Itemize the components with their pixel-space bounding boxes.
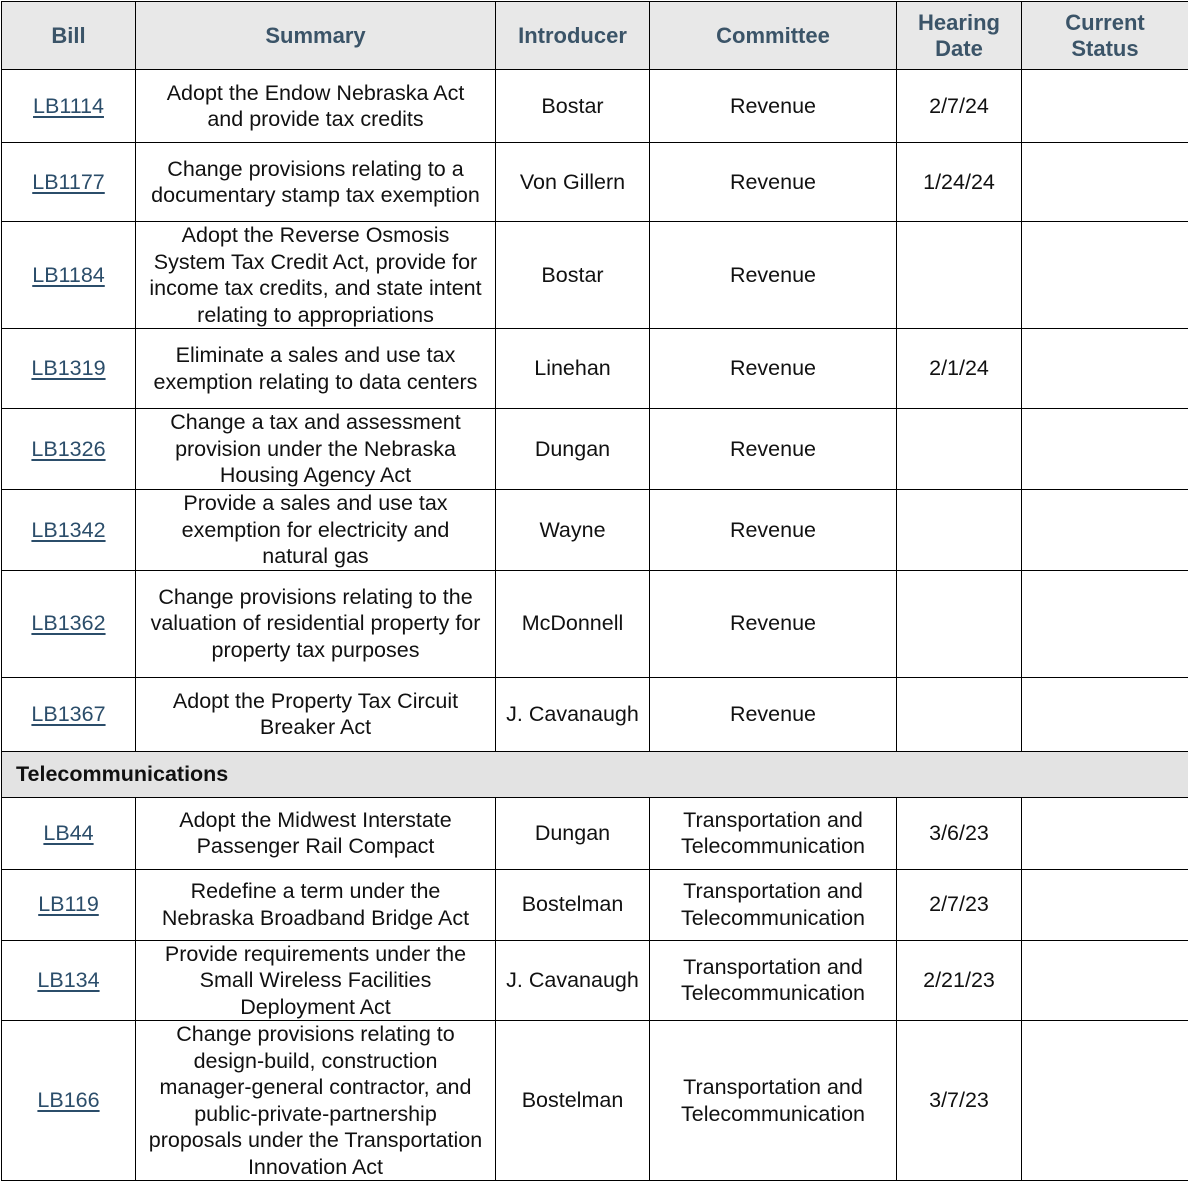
hearing-date-cell — [897, 677, 1022, 751]
committee-cell: Transportation and Telecommunication — [650, 797, 897, 869]
table-row — [2, 940, 1188, 1021]
hearing-date-cell: 3/6/23 — [897, 797, 1022, 869]
status-cell — [1022, 677, 1188, 751]
committee-cell: Revenue — [650, 409, 897, 490]
committee-cell: Transportation and Telecommunication — [650, 869, 897, 940]
status-cell — [1022, 570, 1188, 677]
table-row — [2, 222, 1188, 329]
table-row — [2, 677, 1188, 751]
introducer-cell: Bostelman — [496, 1021, 650, 1181]
summary-cell: Redefine a term under the Nebraska Broadband Bridge Act — [136, 869, 496, 940]
bill-link[interactable]: LB1319 — [31, 356, 105, 380]
status-cell — [1022, 329, 1188, 409]
introducer-cell: Dungan — [496, 797, 650, 869]
bill-cell — [2, 570, 136, 677]
status-cell — [1022, 490, 1188, 571]
header-committee: Committee — [650, 2, 897, 70]
header-current-status: Current Status — [1022, 2, 1188, 70]
status-cell — [1022, 797, 1188, 869]
header-bill: Bill — [2, 2, 136, 70]
status-cell — [1022, 940, 1188, 1021]
status-cell — [1022, 70, 1188, 143]
introducer-cell: Linehan — [496, 329, 650, 409]
table-row — [2, 409, 1188, 490]
table-row — [2, 490, 1188, 571]
section-title: Telecommunications — [2, 751, 1188, 797]
status-cell — [1022, 143, 1188, 222]
bill-cell — [2, 797, 136, 869]
introducer-cell: J. Cavanaugh — [496, 677, 650, 751]
hearing-date-cell: 2/21/23 — [897, 940, 1022, 1021]
bill-cell — [2, 940, 136, 1021]
bill-link[interactable]: LB44 — [43, 821, 93, 845]
bill-link[interactable]: LB1114 — [33, 94, 104, 118]
summary-cell: Provide requirements under the Small Wireless Facilities Deployment Act — [136, 940, 496, 1021]
bill-cell — [2, 329, 136, 409]
bills-table — [1, 1, 1188, 1181]
header-row — [2, 2, 1188, 70]
summary-cell: Adopt the Property Tax Circuit Breaker Act — [136, 677, 496, 751]
bill-link[interactable]: LB1367 — [31, 702, 105, 726]
committee-cell: Revenue — [650, 143, 897, 222]
bill-link[interactable]: LB1177 — [32, 170, 105, 194]
table-row — [2, 329, 1188, 409]
table-row — [2, 570, 1188, 677]
bill-cell — [2, 409, 136, 490]
summary-cell: Provide a sales and use tax exemption for electricity and natural gas — [136, 490, 496, 571]
hearing-date-cell: 2/1/24 — [897, 329, 1022, 409]
header-hearing-date: Hearing Date — [897, 2, 1022, 70]
bill-cell — [2, 70, 136, 143]
hearing-date-cell: 2/7/24 — [897, 70, 1022, 143]
table-row — [2, 869, 1188, 940]
introducer-cell: Bostar — [496, 222, 650, 329]
hearing-date-cell: 2/7/23 — [897, 869, 1022, 940]
introducer-cell: J. Cavanaugh — [496, 940, 650, 1021]
introducer-cell: Dungan — [496, 409, 650, 490]
summary-cell: Change provisions relating to a documentary stamp tax exemption — [136, 143, 496, 222]
status-cell — [1022, 409, 1188, 490]
bill-link[interactable]: LB1326 — [31, 437, 105, 461]
header-summary: Summary — [136, 2, 496, 70]
bill-cell — [2, 490, 136, 571]
hearing-date-cell — [897, 490, 1022, 571]
introducer-cell: Bostar — [496, 70, 650, 143]
table-row — [2, 70, 1188, 143]
summary-cell: Eliminate a sales and use tax exemption relating to data centers — [136, 329, 496, 409]
summary-cell: Adopt the Reverse Osmosis System Tax Credit Act, provide for income tax credits, and state intent relating to appropriations — [136, 222, 496, 329]
committee-cell: Transportation and Telecommunication — [650, 1021, 897, 1181]
hearing-date-cell — [897, 570, 1022, 677]
committee-cell: Revenue — [650, 490, 897, 571]
bill-cell — [2, 677, 136, 751]
introducer-cell: Bostelman — [496, 869, 650, 940]
summary-cell: Change provisions relating to the valuation of residential property for property tax purposes — [136, 570, 496, 677]
summary-cell: Adopt the Midwest Interstate Passenger Rail Compact — [136, 797, 496, 869]
status-cell — [1022, 222, 1188, 329]
table-row — [2, 1021, 1188, 1181]
hearing-date-cell: 3/7/23 — [897, 1021, 1022, 1181]
summary-cell: Adopt the Endow Nebraska Act and provide tax credits — [136, 70, 496, 143]
bill-link[interactable]: LB1184 — [32, 263, 105, 287]
bill-cell — [2, 1021, 136, 1181]
bill-link[interactable]: LB134 — [37, 968, 99, 992]
bill-cell — [2, 222, 136, 329]
introducer-cell: Von Gillern — [496, 143, 650, 222]
bill-link[interactable]: LB166 — [37, 1088, 99, 1112]
status-cell — [1022, 869, 1188, 940]
committee-cell: Revenue — [650, 570, 897, 677]
committee-cell: Transportation and Telecommunication — [650, 940, 897, 1021]
committee-cell: Revenue — [650, 222, 897, 329]
summary-cell: Change a tax and assessment provision under the Nebraska Housing Agency Act — [136, 409, 496, 490]
committee-cell: Revenue — [650, 677, 897, 751]
introducer-cell: Wayne — [496, 490, 650, 571]
hearing-date-cell — [897, 222, 1022, 329]
header-introducer: Introducer — [496, 2, 650, 70]
hearing-date-cell: 1/24/24 — [897, 143, 1022, 222]
summary-cell: Change provisions relating to design-build, construction manager-general contractor, and public-private-partnership proposals under the Transportation Innovation Act — [136, 1021, 496, 1181]
bill-link[interactable]: LB1342 — [31, 518, 105, 542]
bill-link[interactable]: LB1362 — [31, 611, 105, 635]
committee-cell: Revenue — [650, 329, 897, 409]
table-row — [2, 797, 1188, 869]
bill-cell — [2, 143, 136, 222]
hearing-date-cell — [897, 409, 1022, 490]
section-header-row — [2, 751, 1188, 797]
bill-cell — [2, 869, 136, 940]
committee-cell: Revenue — [650, 70, 897, 143]
introducer-cell: McDonnell — [496, 570, 650, 677]
table-row — [2, 143, 1188, 222]
bill-link[interactable]: LB119 — [38, 892, 99, 916]
status-cell — [1022, 1021, 1188, 1181]
